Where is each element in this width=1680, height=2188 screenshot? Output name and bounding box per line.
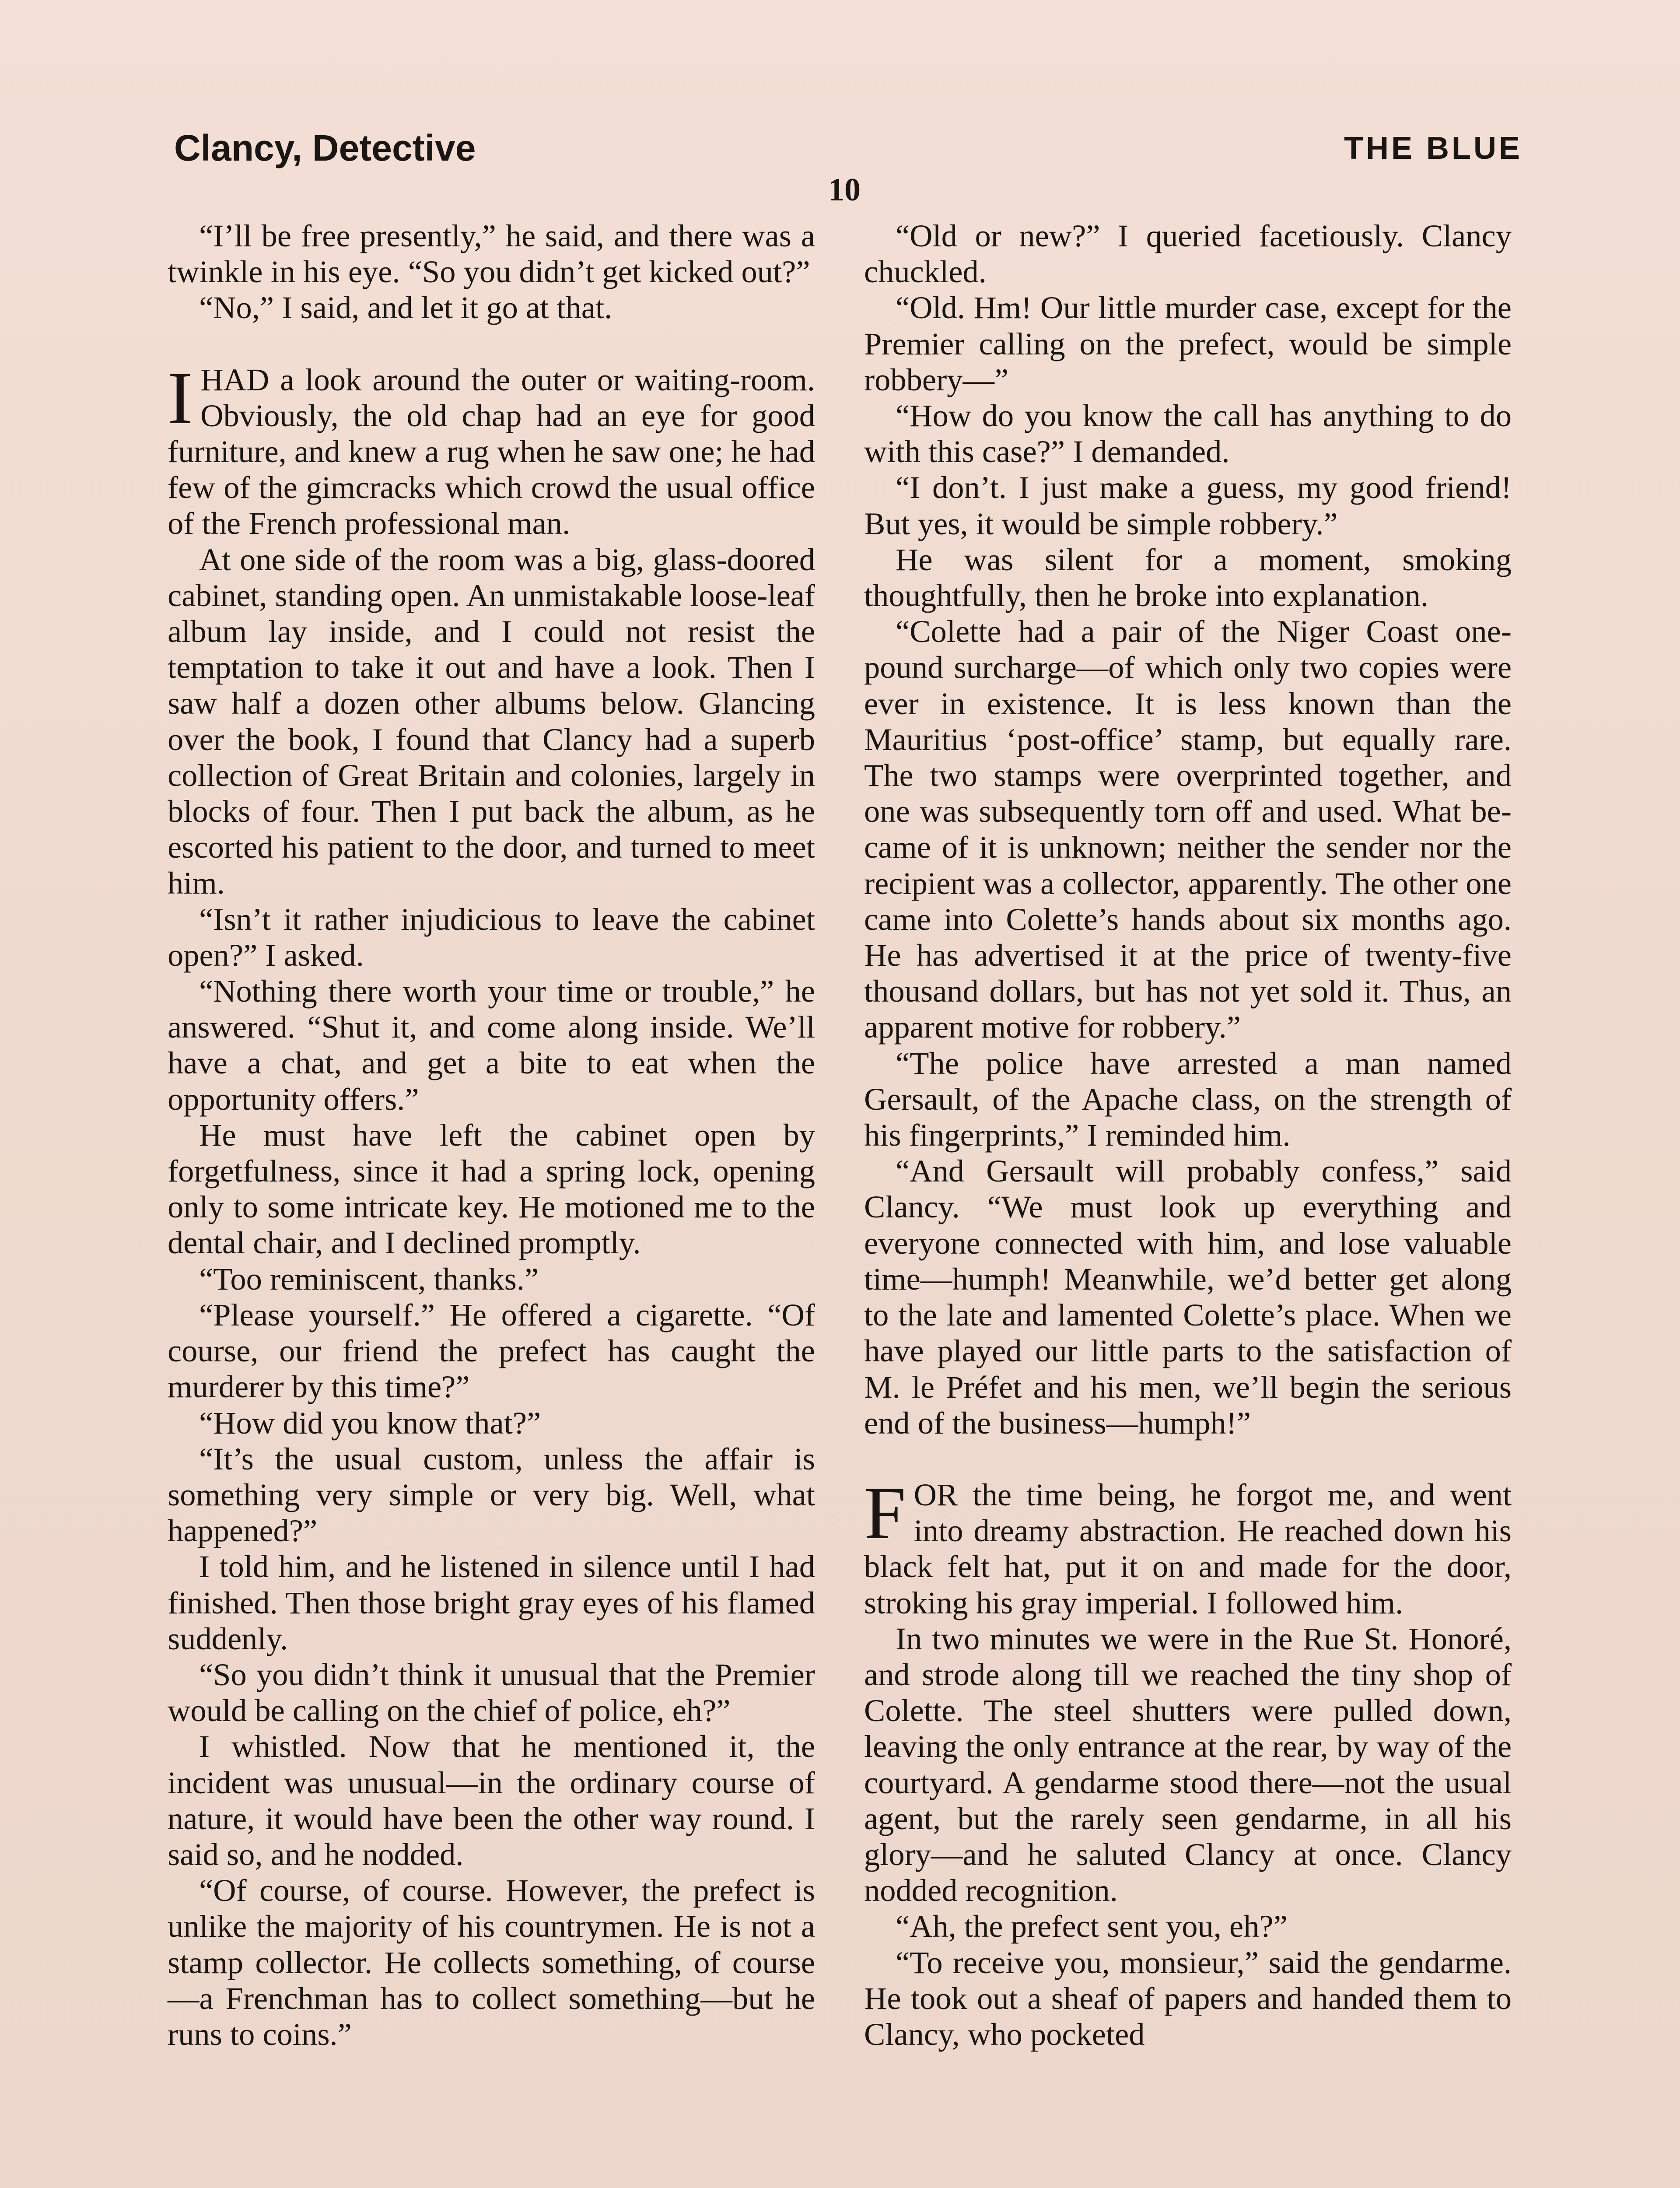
- paragraph: “Of course, of course. However, the prefect is unlike the majority of his countrymen. He is not a stamp collector. He collects something, of course—a Frenchman has to collect something—but he runs to coins.”: [168, 1872, 815, 2052]
- paragraph: “It’s the usual custom, unless the affair is something very simple or very big. Well, what happened?”: [168, 1441, 815, 1549]
- paragraph: “I’ll be free presently,” he said, and there was a twinkle in his eye. “So you didn’t get kicked out?”: [168, 218, 815, 290]
- paragraph: He must have left the cabinet open by forgetfulness, since it had a spring lock, opening only to some intricate key. He motioned me to the dental chair, and I declined promptly.: [168, 1117, 815, 1261]
- paragraph: “Old. Hm! Our little murder case, except for the Premier calling on the prefect, would be simple robbery—”: [864, 290, 1512, 397]
- paragraph: “And Gersault will probably confess,” said Clancy. “We must look up everything and everyone connected with him, and lose valuable time—humph! Meanwhile, we’d better get along to the late and lamented Colette’s place. When we have played our little parts to the satisfaction of M. le Préfet and his men, we’ll begin the serious end of the business—humph!”: [864, 1153, 1512, 1441]
- page-number: 10: [828, 172, 861, 208]
- paragraph: “How do you know the call has anything to do with this case?” I demanded.: [864, 398, 1512, 470]
- right-text-column: [864, 218, 1512, 2052]
- paragraph: “Nothing there worth your time or trouble,” he answered. “Shut it, and come along inside. We’ll have a chat, and get a bite to eat when the opportunity offers.”: [168, 973, 815, 1117]
- magazine-title-header: THE BLUE: [1344, 131, 1522, 166]
- paragraph-dropcap: [168, 356, 815, 542]
- paragraph: “To receive you, monsieur,” said the gendarme. He took out a sheaf of papers and handed them to Clancy, who pocketed: [864, 1944, 1512, 2052]
- paragraph: “How did you know that?”: [199, 1405, 541, 1441]
- paragraph: “Old or new?” I queried facetiously. Clancy chuckled.: [864, 218, 1512, 290]
- paragraph: “No,” I said, and let it go at that.: [199, 290, 612, 326]
- section-break: [168, 326, 815, 362]
- drop-cap: F: [864, 1471, 906, 1555]
- paragraph: “Isn’t it rather injudicious to leave the cabinet open?” I asked.: [168, 901, 815, 973]
- paragraph: I whistled. Now that he mentioned it, the incident was unusual—in the ordinary course of nature, it would have been the other way round. I said so, and he nodded.: [168, 1729, 815, 1872]
- paragraph: “Colette had a pair of the Niger Coast one-pound surcharge—of which only two copies were ever in existence. It is less known than the Mauritius ‘post-office’ stamp, but equally rare. The two stamps were overprinted together, and one was subsequently torn off and used. What became of it is unknown; neither the sender nor the recipient was a collector, apparently. The other one came into Colette’s hands about six months ago. He has advertised it at the price of twenty-five thousand dollars, but has not yet sold it. Thus, an apparent motive for robbery.”: [864, 614, 1512, 1045]
- paragraph: “So you didn’t think it unusual that the Premier would be calling on the chief of police, eh?”: [168, 1656, 815, 1729]
- paragraph: He was silent for a moment, smoking thoughtfully, then he broke into explanation.: [864, 541, 1512, 614]
- story-title-header: Clancy, Detective: [174, 127, 476, 168]
- paragraph-text: OR the time being, he forgot me, and went into dreamy abstraction. He reached down his black felt hat, put it on and made for the door, stroking his gray imperial. I followed him.: [864, 1476, 1512, 1620]
- paragraph-text: HAD a look around the outer or waiting-room. Obviously, the old chap had an eye for good furniture, and knew a rug when he saw one; he had few of the gimcracks which crowd the usual office of the French professional man.: [168, 361, 815, 541]
- paragraph: In two minutes we were in the Rue St. Honoré, and strode along till we reached the tiny shop of Colette. The steel shutters were pulled down, leaving the only entrance at the rear, by way of the courtyard. A gendarme stood there—not the usual agent, but the rarely seen gendarme, in all his glory—and he saluted Clancy at once. Clancy nodded recognition.: [864, 1620, 1512, 1908]
- paragraph: At one side of the room was a big, glass-doored cabinet, standing open. An unmistakable loose-leaf album lay inside, and I could not resist the temptation to take it out and have a look. Then I saw half a dozen other albums below. Glancing over the book, I found that Clancy had a superb collection of Great Britain and colonies, largely in blocks of four. Then I put back the album, as he escorted his patient to the door, and turned to meet him.: [168, 541, 815, 901]
- section-break: [864, 1441, 1512, 1477]
- paragraph: “Ah, the prefect sent you, eh?”: [896, 1908, 1288, 1944]
- paragraph: I told him, and he listened in silence until I had finished. Then those bright gray eyes of his flamed suddenly.: [168, 1549, 815, 1656]
- paragraph: “Please yourself.” He offered a cigarette. “Of course, our friend the prefect has caught the murderer by this time?”: [168, 1297, 815, 1405]
- paragraph: “Too reminiscent, thanks.”: [199, 1261, 539, 1297]
- paragraph: “The police have arrested a man named Gersault, of the Apache class, on the strength of his fingerprints,” I reminded him.: [864, 1045, 1512, 1153]
- paragraph: “I don’t. I just make a guess, my good friend! But yes, it would be simple robbery.”: [864, 470, 1512, 541]
- paragraph-dropcap: [864, 1471, 1512, 1621]
- left-text-column: [168, 218, 815, 2052]
- drop-cap: I: [168, 356, 193, 440]
